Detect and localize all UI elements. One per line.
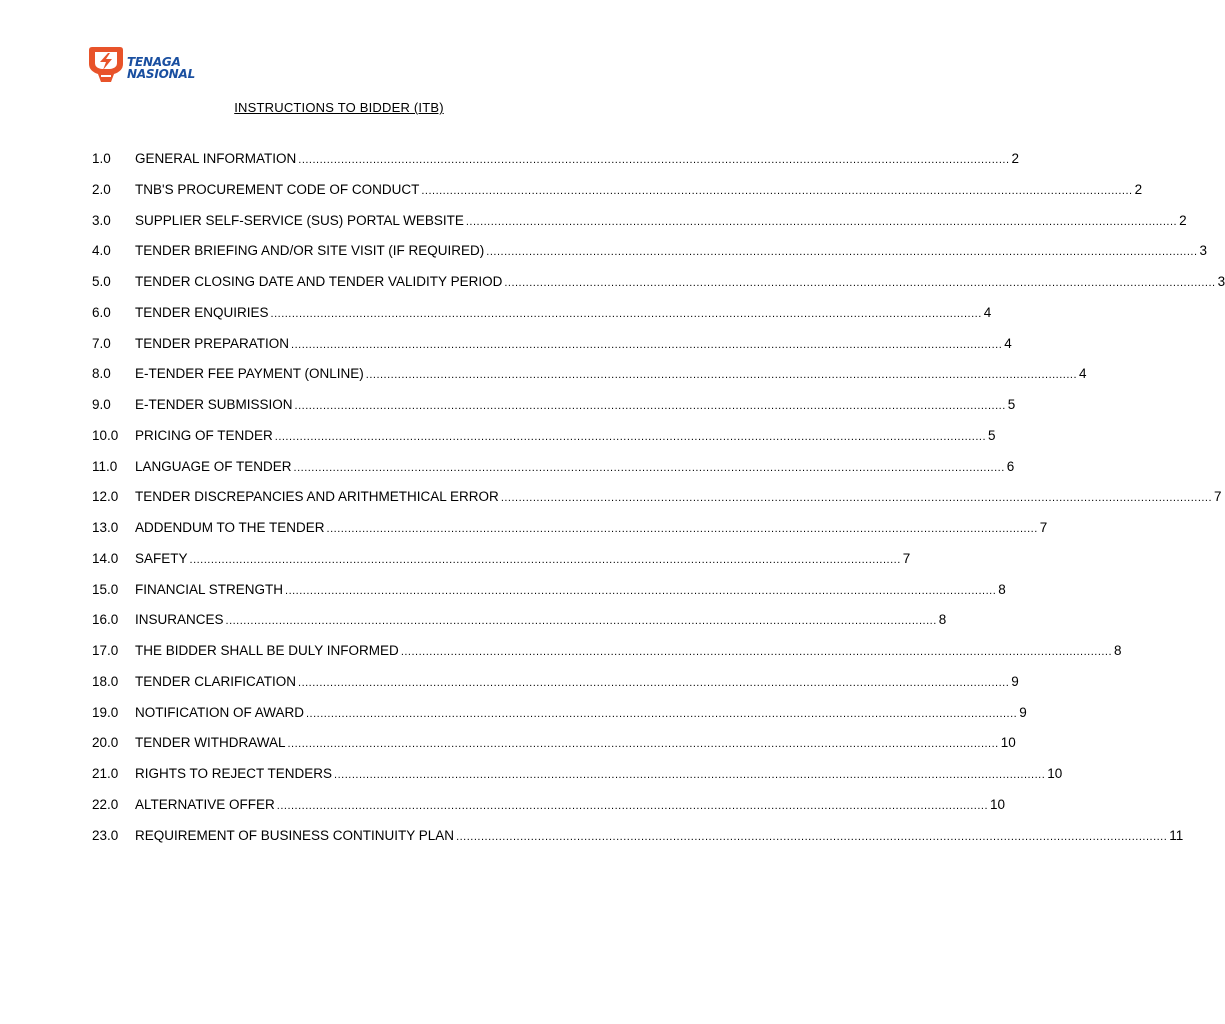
toc-dot-leader: ........................................................................................................................................................................................................ [421,184,1133,197]
toc-entry-number: 14.0 [92,550,119,566]
toc-entry-title: GENERAL INFORMATION [135,151,297,166]
toc-dot-leader: ........................................................................................................................................................................................................ [365,369,1078,382]
toc-entry [92,274,1225,305]
toc-entry [92,704,1027,736]
toc-entry-number: 19.0 [92,704,119,720]
toc-entry-page: 6 [1006,458,1015,474]
toc-entry-page: 9 [1011,673,1019,689]
toc-entry-number: 9.0 [92,397,111,412]
toc-entry-page: 8 [938,612,947,628]
toc-dot-leader: ........................................................................................................................................................................................................ [287,738,999,751]
toc-entry-page: 2 [1011,151,1020,166]
toc-dot-leader: ........................................................................................................................................................................................................ [306,707,1018,720]
toc-entry-title: SUPPLIER SELF-SERVICE (SUS) PORTAL WEBSITE [135,212,464,228]
toc-dot-leader: ........................................................................................................................................................................................................ [189,553,901,566]
toc-entry-number: 16.0 [92,612,119,628]
toc-entry-page: 10 [990,796,1006,812]
toc-entry-page: 3 [1199,243,1208,259]
toc-dot-leader: ........................................................................................................................................................................................................ [465,215,1178,228]
toc-entry-number: 5.0 [92,274,111,289]
toc-dot-leader: ........................................................................................................................................................................................................ [285,584,997,597]
toc-entry [92,243,1208,274]
toc-entry-title: TENDER DISCREPANCIES AND ARITHMETHICAL ERROR [135,489,499,505]
toc-entry-title: NOTIFICATION OF AWARD [135,704,304,720]
toc-entry-number: 12.0 [92,489,119,505]
toc-entry-title: INSURANCES [135,612,224,628]
toc-entry-page: 5 [1007,397,1016,412]
logo-line-2: NASIONAL [127,67,196,81]
toc-entry-title: TENDER CLOSING DATE AND TENDER VALIDITY PERIOD [135,274,503,289]
toc-entry-title: ALTERNATIVE OFFER [135,796,275,812]
toc-entry-number: 15.0 [92,581,119,597]
toc-entry [92,581,1006,613]
toc-entry-title: REQUIREMENT OF BUSINESS CONTINUITY PLAN [135,827,455,843]
toc-dot-leader: ........................................................................................................................................................................................................ [276,799,989,812]
document-title: INSTRUCTIONS TO BIDDER (ITB) [234,100,444,115]
toc-entry [92,766,1063,797]
toc-entry-number: 21.0 [92,766,119,781]
toc-dot-leader: ........................................................................................................................................................................................................ [291,338,1003,351]
toc-entry-number: 10.0 [92,427,119,443]
logo-line-1: TENAGA [127,55,181,69]
toc-entry-title: TENDER PREPARATION [135,335,290,351]
toc-dot-leader: ........................................................................................................................................................................................................ [298,676,1010,689]
toc-entry [92,151,1020,182]
toc-entry [92,735,1016,766]
toc-dot-leader: ........................................................................................................................................................................................................ [334,769,1046,781]
toc-entry-number: 11.0 [92,458,118,474]
toc-dot-leader: ........................................................................................................................................................................................................ [456,830,1168,843]
toc-entry [92,520,1048,551]
toc-entry-number: 17.0 [92,643,119,658]
toc-dot-leader: ........................................................................................................................................................................................................ [500,492,1213,505]
toc-dot-leader: ........................................................................................................................................................................................................ [298,154,1010,166]
toc-entry-page: 10 [1047,766,1063,781]
toc-entry-number: 4.0 [92,243,111,259]
toc-entry [92,304,992,336]
toc-entry-title: E-TENDER FEE PAYMENT (ONLINE) [135,366,364,382]
toc-entry-title: TENDER WITHDRAWAL [135,735,286,751]
toc-entry-number: 7.0 [92,335,111,351]
toc-entry-number: 18.0 [92,673,119,689]
toc-dot-leader: ........................................................................................................................................................................................................ [486,246,1198,259]
toc-entry-number: 6.0 [92,304,111,320]
toc-entry [92,212,1187,244]
toc-entry-title: FINANCIAL STRENGTH [135,581,284,597]
toc-entry-title: TENDER BRIEFING AND/OR SITE VISIT (IF REQUIRED) [135,243,485,259]
toc-entry-page: 8 [998,581,1006,597]
toc-entry-number: 23.0 [92,827,119,843]
toc-entry-title: TENDER ENQUIRIES [135,304,269,320]
toc-entry [92,335,1012,367]
tenaga-nasional-logo [88,44,218,86]
tnb-logo-mark-icon [88,44,124,84]
toc-entry-page: 4 [1079,366,1087,382]
toc-dot-leader: ........................................................................................................................................................................................................ [270,307,982,320]
toc-dot-leader: ........................................................................................................................................................................................................ [225,615,937,628]
toc-entry [92,612,947,643]
toc-dot-leader: ........................................................................................................................................................................................................ [326,523,1038,535]
toc-entry-page: 4 [1004,335,1012,351]
toc-entry-number: 8.0 [92,366,111,382]
toc-entry-number: 2.0 [92,181,111,197]
toc-entry-page: 11 [1169,827,1184,843]
toc-entry-number: 20.0 [92,735,119,751]
toc-entry-number: 22.0 [92,796,119,812]
toc-entry [92,827,1184,859]
toc-entry-title: SAFETY [135,550,188,566]
toc-entry [92,673,1019,705]
toc-dot-leader: ........................................................................................................................................................................................................ [294,400,1006,412]
toc-entry [92,458,1015,490]
toc-entry-title: RIGHTS TO REJECT TENDERS [135,766,333,781]
logo-wordmark [127,56,195,80]
toc-entry-page: 2 [1134,181,1143,197]
toc-entry-title: THE BIDDER SHALL BE DULY INFORMED [135,643,399,658]
toc-entry-title: TNB'S PROCUREMENT CODE OF CONDUCT [135,181,420,197]
toc-entry-page: 7 [1214,489,1222,505]
toc-entry [92,489,1222,520]
toc-entry [92,181,1143,213]
toc-entry-number: 1.0 [92,151,111,166]
toc-entry [92,397,1016,428]
toc-entry [92,550,911,582]
toc-dot-leader: ........................................................................................................................................................................................................ [274,430,986,443]
toc-entry-page: 3 [1217,274,1225,289]
toc-entry-title: ADDENDUM TO THE TENDER [135,520,325,535]
toc-dot-leader: ........................................................................................................................................................................................................ [293,461,1005,474]
table-of-contents [92,151,1225,858]
toc-entry [92,643,1122,674]
toc-entry-page: 9 [1019,704,1027,720]
toc-entry-number: 13.0 [92,520,119,535]
toc-entry [92,366,1087,397]
toc-entry [92,427,996,459]
toc-entry-title: E-TENDER SUBMISSION [135,397,293,412]
toc-dot-leader: ........................................................................................................................................................................................................ [504,277,1216,289]
toc-entry-title: TENDER CLARIFICATION [135,673,297,689]
toc-entry [92,796,1006,828]
toc-entry-page: 8 [1114,643,1122,658]
toc-entry-page: 7 [1039,520,1048,535]
toc-entry-number: 3.0 [92,212,111,228]
toc-dot-leader: ........................................................................................................................................................................................................ [400,646,1113,658]
toc-entry-page: 7 [902,550,911,566]
toc-entry-page: 4 [983,304,992,320]
toc-entry-title: PRICING OF TENDER [135,427,273,443]
toc-entry-title: LANGUAGE OF TENDER [135,458,292,474]
toc-entry-page: 5 [988,427,996,443]
toc-entry-page: 2 [1179,212,1187,228]
toc-entry-page: 10 [1000,735,1016,751]
